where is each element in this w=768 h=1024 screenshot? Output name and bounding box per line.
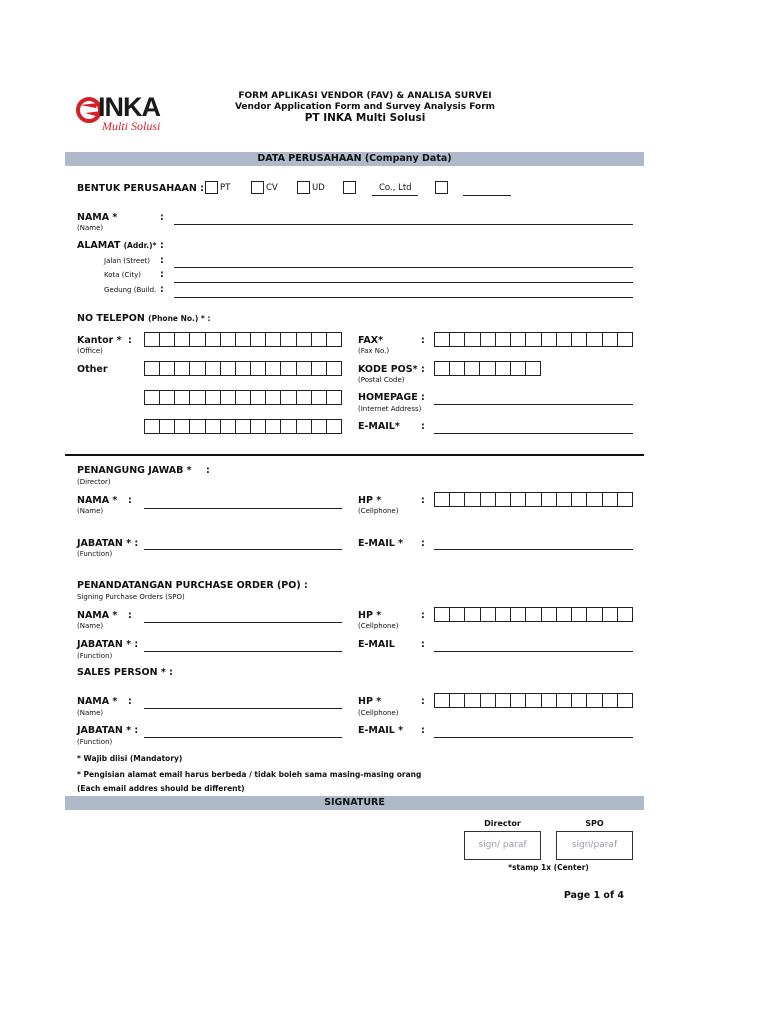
kantor-sub: (Office): [77, 347, 103, 355]
sales-email-colon: :: [421, 725, 425, 736]
po-jabatan-sub: (Function): [77, 652, 113, 660]
director-hp-sub: (Cellphone): [358, 507, 399, 515]
company-title: PT INKA Multi Solusi: [304, 112, 426, 124]
note-mandatory: * Wajib diisi (Mandatory): [77, 754, 183, 763]
homepage-label: HOMEPAGE :: [358, 392, 425, 403]
option-ud-label: UD: [312, 183, 325, 193]
fax-sub: (Fax No.): [358, 347, 390, 355]
spo-sign-box[interactable]: sign/paraf: [556, 831, 633, 860]
sales-nama-label: NAMA *: [77, 696, 118, 707]
building-input[interactable]: [174, 297, 633, 298]
sales-nama-sub: (Name): [77, 709, 104, 717]
stamp-note: *stamp 1x (Center): [508, 863, 589, 872]
company-email-input[interactable]: [434, 433, 633, 434]
director-jabatan-sub: (Function): [77, 550, 113, 558]
po-nama-label: NAMA *: [77, 610, 118, 621]
fax-grid[interactable]: [434, 332, 633, 347]
po-hp-colon: :: [421, 610, 425, 621]
other-phone-grid-3[interactable]: [144, 419, 342, 434]
fax-colon: :: [421, 335, 425, 346]
sales-hp-label: HP *: [358, 696, 382, 707]
gedung-colon: :: [160, 284, 164, 295]
po-hp-sub: (Cellphone): [358, 622, 399, 630]
nama-colon: :: [160, 212, 164, 223]
street-input[interactable]: [174, 267, 633, 268]
po-email-colon: :: [421, 639, 425, 650]
jalan-colon: :: [160, 255, 164, 266]
other-phone-grid-1[interactable]: [144, 361, 342, 376]
sales-email-input[interactable]: [434, 737, 633, 738]
sales-jabatan-sub: (Function): [77, 738, 113, 746]
sales-name-input[interactable]: [144, 708, 342, 709]
po-email-label: E-MAIL: [358, 639, 395, 650]
director-nama-sub: (Name): [77, 507, 104, 515]
fax-label: FAX*: [358, 335, 384, 346]
title-en: Vendor Application Form and Survey Analysis Form: [234, 102, 496, 112]
page-number: Page 1 of 4: [563, 890, 624, 901]
nama-sub: (Name): [77, 224, 104, 232]
director-name-input[interactable]: [144, 508, 342, 509]
checkbox-pt[interactable]: [205, 181, 218, 194]
po-heading: PENANDATANGAN PURCHASE ORDER (PO) :: [77, 580, 308, 591]
title-id: FORM APLIKASI VENDOR (FAV) & ANALISA SURVEI: [238, 91, 492, 101]
sales-email-label: E-MAIL *: [358, 725, 404, 736]
telepon-label: [77, 313, 210, 324]
office-phone-grid[interactable]: [144, 332, 342, 347]
po-nama-sub: (Name): [77, 622, 104, 630]
po-name-input[interactable]: [144, 622, 342, 623]
director-sub: (Director): [77, 478, 111, 486]
sales-heading: SALES PERSON * :: [77, 667, 173, 678]
homepage-input[interactable]: [434, 404, 633, 405]
sales-hp-sub: (Cellphone): [358, 709, 399, 717]
director-sign-box[interactable]: sign/ paraf: [464, 831, 541, 860]
note-email: * Pengisian alamat email harus berbeda / tidak boleh sama masing-masing orang: [77, 770, 422, 779]
director-jabatan-label: JABATAN * :: [77, 538, 139, 549]
director-hp-colon: :: [421, 495, 425, 506]
spo-sign-label: SPO: [585, 819, 604, 828]
checkbox-ud[interactable]: [297, 181, 310, 194]
section-company-band: DATA PERUSAHAAN (Company Data): [65, 152, 644, 166]
gedung-label: Gedung (Build.: [104, 286, 157, 294]
company-name-input[interactable]: [174, 224, 633, 225]
director-nama-colon: :: [128, 495, 132, 506]
note-email-en: (Each email addres should be different): [77, 784, 245, 793]
sales-hp-colon: :: [421, 696, 425, 707]
sales-nama-colon: :: [128, 696, 132, 707]
director-email-colon: :: [421, 538, 425, 549]
po-hp-grid[interactable]: [434, 607, 633, 622]
other-phone-grid-2[interactable]: [144, 390, 342, 405]
postal-code-grid[interactable]: [434, 361, 541, 376]
alamat-sub: (Addr.)*: [123, 241, 157, 250]
checkbox-other[interactable]: [435, 181, 448, 194]
director-hp-label: HP *: [358, 495, 382, 506]
signature-band: SIGNATURE: [65, 796, 644, 810]
director-hp-grid[interactable]: [434, 492, 633, 507]
po-hp-label: HP *: [358, 610, 382, 621]
po-jabatan-label: JABATAN * :: [77, 639, 139, 650]
option-pt-label: PT: [220, 183, 231, 193]
section-divider: [65, 454, 644, 456]
logo-subtext: Multi Solusi: [102, 119, 161, 133]
other-type-input[interactable]: [463, 195, 511, 196]
director-email-label: E-MAIL *: [358, 538, 404, 549]
kodepos-sub: (Postal Code): [358, 376, 405, 384]
city-input[interactable]: [174, 282, 633, 283]
telepon-sub: (Phone No.) * :: [148, 314, 211, 323]
director-colon: :: [206, 465, 210, 476]
director-function-input[interactable]: [144, 549, 342, 550]
kota-label: Kota (City): [104, 271, 141, 279]
sales-jabatan-label: JABATAN * :: [77, 725, 139, 736]
checkbox-cv[interactable]: [251, 181, 264, 194]
po-sub: Signing Purchase Orders (SPO): [77, 593, 185, 601]
po-function-input[interactable]: [144, 651, 342, 652]
other-label: Other: [77, 364, 108, 375]
sales-hp-grid[interactable]: [434, 693, 633, 708]
director-nama-label: NAMA *: [77, 495, 118, 506]
director-sign-label: Director: [484, 819, 521, 828]
homepage-sub: (Internet Address): [358, 405, 422, 413]
company-logo: [74, 92, 184, 138]
option-coltd-label: Co., Ltd: [379, 183, 412, 193]
kantor-label: Kantor *: [77, 335, 122, 346]
sales-function-input[interactable]: [144, 737, 342, 738]
po-email-input[interactable]: [434, 651, 633, 652]
company-email-label: E-MAIL*: [358, 421, 400, 432]
checkbox-coltd[interactable]: [343, 181, 356, 194]
option-cv-label: CV: [266, 183, 278, 193]
po-nama-colon: :: [128, 610, 132, 621]
alamat-label: [77, 240, 156, 251]
director-email-input[interactable]: [434, 549, 633, 550]
kota-colon: :: [160, 269, 164, 280]
kantor-colon: :: [128, 335, 132, 346]
coltd-underline: [372, 195, 418, 196]
company-email-colon: :: [421, 421, 425, 432]
kodepos-colon: :: [421, 364, 425, 375]
director-heading: PENANGUNG JAWAB *: [77, 465, 192, 476]
alamat-colon: :: [160, 240, 164, 251]
bentuk-label: BENTUK PERUSAHAAN :: [77, 183, 204, 194]
alamat-text: ALAMAT: [77, 240, 121, 251]
kodepos-label: KODE POS*: [358, 364, 418, 375]
nama-label: NAMA *: [77, 212, 118, 223]
jalan-label: Jalan (Street): [104, 257, 150, 265]
logo-text: INKA: [98, 92, 160, 122]
telepon-text: NO TELEPON: [77, 313, 145, 324]
